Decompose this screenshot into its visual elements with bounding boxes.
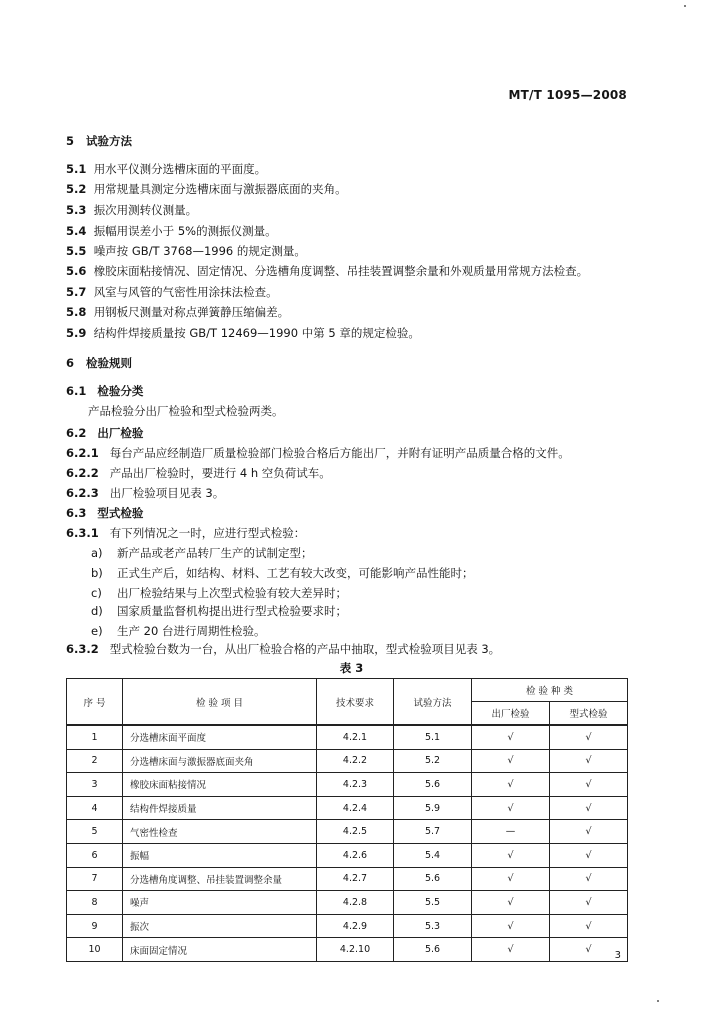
cell-requirement: 4.2.5 (317, 820, 394, 844)
list-text: 出厂检验结果与上次型式检验有较大差异时； (117, 586, 347, 600)
clause-number: 6.2 (66, 426, 87, 440)
clause-6-1 (66, 384, 143, 398)
cell-requirement: 4.2.3 (317, 773, 394, 797)
cell-factory-inspection: √ (472, 843, 550, 867)
cell-seq: 8 (67, 891, 123, 915)
clause-number: 5.4 (66, 224, 87, 238)
cell-item: 振幅 (123, 843, 317, 867)
cell-type-inspection: √ (550, 891, 628, 915)
section-number: 6 (66, 356, 75, 370)
cell-factory-inspection: √ (472, 773, 550, 797)
cell-factory-inspection: √ (472, 938, 550, 962)
cell-seq: 10 (67, 938, 123, 962)
standard-code-header: MT/T 1095—2008 (508, 88, 627, 102)
clause-5-7 (66, 285, 278, 299)
cell-method: 5.6 (394, 938, 472, 962)
condition-list-item (91, 586, 347, 600)
clause-title: 型式检验 (97, 506, 144, 520)
clause-text: 用水平仪测分选槽床面的平面度。 (93, 162, 267, 176)
table-row (67, 891, 628, 915)
clause-text: 型式检验台数为一台，从出厂检验合格的产品中抽取，型式检验项目见表 3。 (109, 642, 501, 656)
clause-number: 6.2.2 (66, 466, 99, 480)
clause-text: 振幅用误差小于 5%的测振仪测量。 (93, 224, 277, 238)
cell-method: 5.2 (394, 749, 472, 773)
cell-type-inspection: √ (550, 796, 628, 820)
cell-item: 分选槽角度调整、吊挂装置调整余量 (123, 867, 317, 891)
clause-number: 6.3.2 (66, 642, 99, 656)
clause-text: 噪声按 GB/T 3768—1996 的规定测量。 (93, 244, 306, 258)
list-label: e) (91, 624, 103, 638)
list-text: 正式生产后，如结构、材料、工艺有较大改变，可能影响产品性能时； (117, 566, 474, 580)
cell-seq: 6 (67, 843, 123, 867)
clause-6-2-2 (66, 466, 331, 480)
clause-5-6 (66, 264, 588, 278)
clause-6-2-3 (66, 486, 224, 500)
cell-item: 分选槽床面与激振器底面夹角 (123, 749, 317, 773)
clause-number: 5.3 (66, 203, 87, 217)
table-caption: 表 3 (339, 661, 364, 675)
clause-number: 5.5 (66, 244, 87, 258)
clause-5-9 (66, 326, 420, 340)
table-row (67, 820, 628, 844)
header-requirement: 技术要求 (317, 679, 394, 726)
section-6-heading (66, 356, 132, 370)
clause-number: 5.9 (66, 326, 87, 340)
cell-seq: 2 (67, 749, 123, 773)
clause-6-3 (66, 506, 143, 520)
cell-method: 5.4 (394, 843, 472, 867)
clause-text: 有下列情况之一时，应进行型式检验： (109, 526, 306, 540)
cell-factory-inspection: √ (472, 867, 550, 891)
header-method: 试验方法 (394, 679, 472, 726)
clause-number: 5.8 (66, 305, 87, 319)
cell-type-inspection: √ (550, 749, 628, 773)
list-label: c) (91, 586, 102, 600)
clause-text: 橡胶床面粘接情况、固定情况、分选槽角度调整、吊挂装置调整余量和外观质量用常规方法检查。 (93, 264, 589, 278)
clause-5-8 (66, 305, 289, 319)
cell-seq: 9 (67, 914, 123, 938)
clause-text: 每台产品应经制造厂质量检验部门检验合格后方能出厂，并附有证明产品质量合格的文件。 (109, 446, 570, 460)
clause-number: 6.2.1 (66, 446, 99, 460)
list-text: 新产品或老产品转厂生产的试制定型； (117, 546, 313, 560)
list-text: 生产 20 台进行周期性检验。 (117, 624, 266, 638)
clause-text: 用钢板尺测量对称点弹簧静压缩偏差。 (93, 305, 290, 319)
header-type-inspection: 型式检验 (550, 702, 628, 726)
table-row (67, 725, 628, 749)
cell-item: 橡胶床面粘接情况 (123, 773, 317, 797)
clause-title: 检验分类 (97, 384, 144, 398)
list-label: d) (91, 604, 103, 618)
cell-seq: 7 (67, 867, 123, 891)
condition-list-item (91, 604, 347, 618)
inspection-table (66, 678, 628, 962)
clause-text: 出厂检验项目见表 3。 (109, 486, 225, 500)
header-seq: 序 号 (67, 679, 123, 726)
cell-item: 气密性检查 (123, 820, 317, 844)
clause-number: 5.7 (66, 285, 87, 299)
cell-requirement: 4.2.9 (317, 914, 394, 938)
table-row (67, 867, 628, 891)
section-number: 5 (66, 134, 75, 148)
cell-type-inspection: √ (550, 914, 628, 938)
section-5-heading (66, 134, 132, 148)
cell-item: 振次 (123, 914, 317, 938)
clause-text: 产品出厂检验时，要进行 4 h 空负荷试车。 (109, 466, 331, 480)
clause-5-5 (66, 244, 306, 258)
list-label: b) (91, 566, 103, 580)
table-row (67, 796, 628, 820)
cell-item: 噪声 (123, 891, 317, 915)
clause-text: 用常规量具测定分选槽床面与激振器底面的夹角。 (93, 182, 347, 196)
cell-requirement: 4.2.10 (317, 938, 394, 962)
clause-title: 出厂检验 (97, 426, 144, 440)
cell-requirement: 4.2.6 (317, 843, 394, 867)
cell-requirement: 4.2.4 (317, 796, 394, 820)
cell-type-inspection: √ (550, 725, 628, 749)
clause-5-3 (66, 203, 197, 217)
list-label: a) (91, 546, 103, 560)
cell-item: 床面固定情况 (123, 938, 317, 962)
page-number: 3 (614, 950, 621, 961)
cell-requirement: 4.2.8 (317, 891, 394, 915)
clause-6-3-1 (66, 526, 305, 540)
list-text: 国家质量监督机构提出进行型式检验要求时； (117, 604, 347, 618)
cell-method: 5.1 (394, 725, 472, 749)
cell-method: 5.6 (394, 867, 472, 891)
condition-list-item (91, 546, 313, 560)
clause-number: 6.1 (66, 384, 87, 398)
clause-5-2 (66, 182, 347, 196)
clause-number: 5.6 (66, 264, 87, 278)
cell-requirement: 4.2.7 (317, 867, 394, 891)
table-row (67, 773, 628, 797)
cell-method: 5.5 (394, 891, 472, 915)
table-row (67, 938, 628, 962)
cell-requirement: 4.2.1 (317, 725, 394, 749)
section-title: 检验规则 (86, 356, 133, 370)
cell-seq: 5 (67, 820, 123, 844)
cell-method: 5.6 (394, 773, 472, 797)
clause-number: 5.2 (66, 182, 87, 196)
clause-number: 6.3.1 (66, 526, 99, 540)
scan-speck (657, 1000, 659, 1002)
cell-method: 5.9 (394, 796, 472, 820)
cell-factory-inspection: √ (472, 749, 550, 773)
cell-item: 分选槽床面平面度 (123, 725, 317, 749)
header-item: 检 验 项 目 (123, 679, 317, 726)
clause-6-2-1 (66, 446, 570, 460)
table-row (67, 749, 628, 773)
condition-list-item (91, 624, 265, 638)
clause-6-3-2 (66, 642, 500, 656)
clause-text: 振次用测转仪测量。 (93, 203, 198, 217)
cell-type-inspection: √ (550, 820, 628, 844)
cell-factory-inspection: — (472, 820, 550, 844)
cell-seq: 1 (67, 725, 123, 749)
cell-requirement: 4.2.2 (317, 749, 394, 773)
table-row (67, 914, 628, 938)
cell-factory-inspection: √ (472, 796, 550, 820)
clause-number: 6.3 (66, 506, 87, 520)
clause-5-1 (66, 162, 266, 176)
clause-number: 6.2.3 (66, 486, 99, 500)
clause-text: 风室与风管的气密性用涂抹法检查。 (93, 285, 278, 299)
scan-speck (684, 5, 686, 7)
header-inspection-type: 检 验 种 类 (472, 679, 628, 702)
cell-factory-inspection: √ (472, 914, 550, 938)
table-row (67, 843, 628, 867)
cell-seq: 4 (67, 796, 123, 820)
cell-item: 结构件焊接质量 (123, 796, 317, 820)
clause-6-2 (66, 426, 143, 440)
cell-factory-inspection: √ (472, 891, 550, 915)
clause-5-4 (66, 224, 277, 238)
cell-type-inspection: √ (550, 843, 628, 867)
clause-6-1-text: 产品检验分出厂检验和型式检验两类。 (88, 404, 284, 418)
clause-number: 5.1 (66, 162, 87, 176)
cell-factory-inspection: √ (472, 725, 550, 749)
cell-seq: 3 (67, 773, 123, 797)
condition-list-item (91, 566, 474, 580)
clause-text: 结构件焊接质量按 GB/T 12469—1990 中第 5 章的规定检验。 (93, 326, 420, 340)
cell-type-inspection: √ (550, 938, 628, 962)
cell-method: 5.7 (394, 820, 472, 844)
header-factory-inspection: 出厂检验 (472, 702, 550, 726)
cell-method: 5.3 (394, 914, 472, 938)
cell-type-inspection: √ (550, 773, 628, 797)
cell-type-inspection: √ (550, 867, 628, 891)
section-title: 试验方法 (86, 134, 133, 148)
